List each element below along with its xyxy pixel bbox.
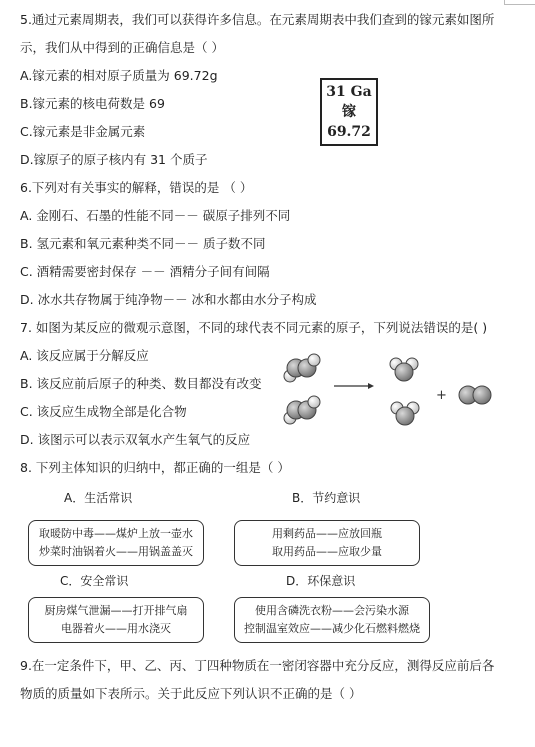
q8-b-line1: 用剩药品——应放回瓶	[272, 527, 382, 540]
q5-option-d: D.镓原子的原子核内有 31 个质子	[20, 152, 208, 167]
q8-box-a	[28, 520, 204, 566]
q6-option-c: C. 酒精需要密封保存 －－ 酒精分子间有间隔	[20, 264, 270, 279]
q7-option-a: A. 该反应属于分解反应	[20, 348, 149, 363]
element-name: 镓	[342, 104, 356, 120]
reaction-arrow	[334, 383, 374, 389]
q8-c-line2: 电器着火——用水浇灭	[61, 622, 171, 635]
q8-header-d: D．环保意识	[286, 574, 356, 588]
q8-d-line1: 使用含磷洗衣粉——会污染水源	[255, 604, 409, 617]
q8-b-line2: 取用药品——应取少量	[272, 545, 382, 558]
product-molecule-1	[390, 358, 418, 381]
q5-option-b: B.镓元素的核电荷数是 69	[20, 96, 165, 111]
q8-d-line2: 控制温室效应——减少化石燃料燃烧	[244, 622, 420, 635]
q8-header-c: C．安全常识	[60, 574, 129, 588]
q5-option-a: A.镓元素的相对原子质量为 69.72g	[20, 68, 218, 83]
q8-a-line2: 炒菜时油锅着火——用锅盖盖灭	[39, 545, 193, 558]
q7-option-b: B. 该反应前后原子的种类、数目都没有改变	[20, 376, 262, 391]
q9-stem-line1: 9.在一定条件下，甲、乙、丙、丁四种物质在一密闭容器中充分反应，测得反应前后各	[20, 658, 495, 673]
q6-option-b: B. 氢元素和氧元素种类不同－－ 质子数不同	[20, 236, 266, 251]
q9-stem-line2: 物质的质量如下表所示。关于此反应下列认识不正确的是（ ）	[20, 686, 362, 701]
q8-header-b: B．节约意识	[292, 491, 361, 505]
q8-header-a: A．生活常识	[64, 491, 133, 505]
q8-stem: 8. 下列主体知识的归纳中，都正确的一组是（ ）	[20, 460, 290, 475]
element-mass: 69.72	[327, 124, 371, 140]
product-molecule-3	[459, 386, 491, 404]
reactant-molecule-2	[284, 396, 320, 424]
reactant-molecule-1	[284, 354, 320, 382]
element-number-symbol: 31 Ga	[326, 84, 372, 100]
q7-option-c: C. 该反应生成物全部是化合物	[20, 404, 187, 419]
q8-c-line1: 厨房煤气泄漏——打开排气扇	[44, 604, 188, 617]
q5-stem-line2: 示，我们从中得到的正确信息是（ ）	[20, 40, 224, 55]
q8-a-line1: 取暖防中毒——煤炉上放一壶水	[39, 527, 193, 540]
q6-stem: 6.下列对有关事实的解释，错误的是 （ ）	[20, 180, 253, 195]
q8-box-b	[234, 520, 420, 566]
q6-option-d: D. 冰水共存物属于纯净物－－ 冰和水都由水分子构成	[20, 292, 317, 307]
q7-option-d: D. 该图示可以表示双氧水产生氧气的反应	[20, 432, 251, 447]
q5-stem-line1: 5.通过元素周期表，我们可以获得许多信息。在元素周期表中我们查到的镓元素如图所	[20, 12, 495, 27]
q8-box-d	[234, 597, 430, 643]
q6-option-a: A. 金刚石、石墨的性能不同－－ 碳原子排列不同	[20, 208, 291, 223]
plus-sign: +	[436, 388, 447, 403]
q5-option-c: C.镓元素是非金属元素	[20, 124, 146, 139]
product-molecule-2	[391, 402, 419, 425]
q8-box-c	[28, 597, 204, 643]
q7-stem: 7. 如图为某反应的微观示意图，不同的球代表不同元素的原子，下列说法错误的是( )	[20, 320, 488, 335]
